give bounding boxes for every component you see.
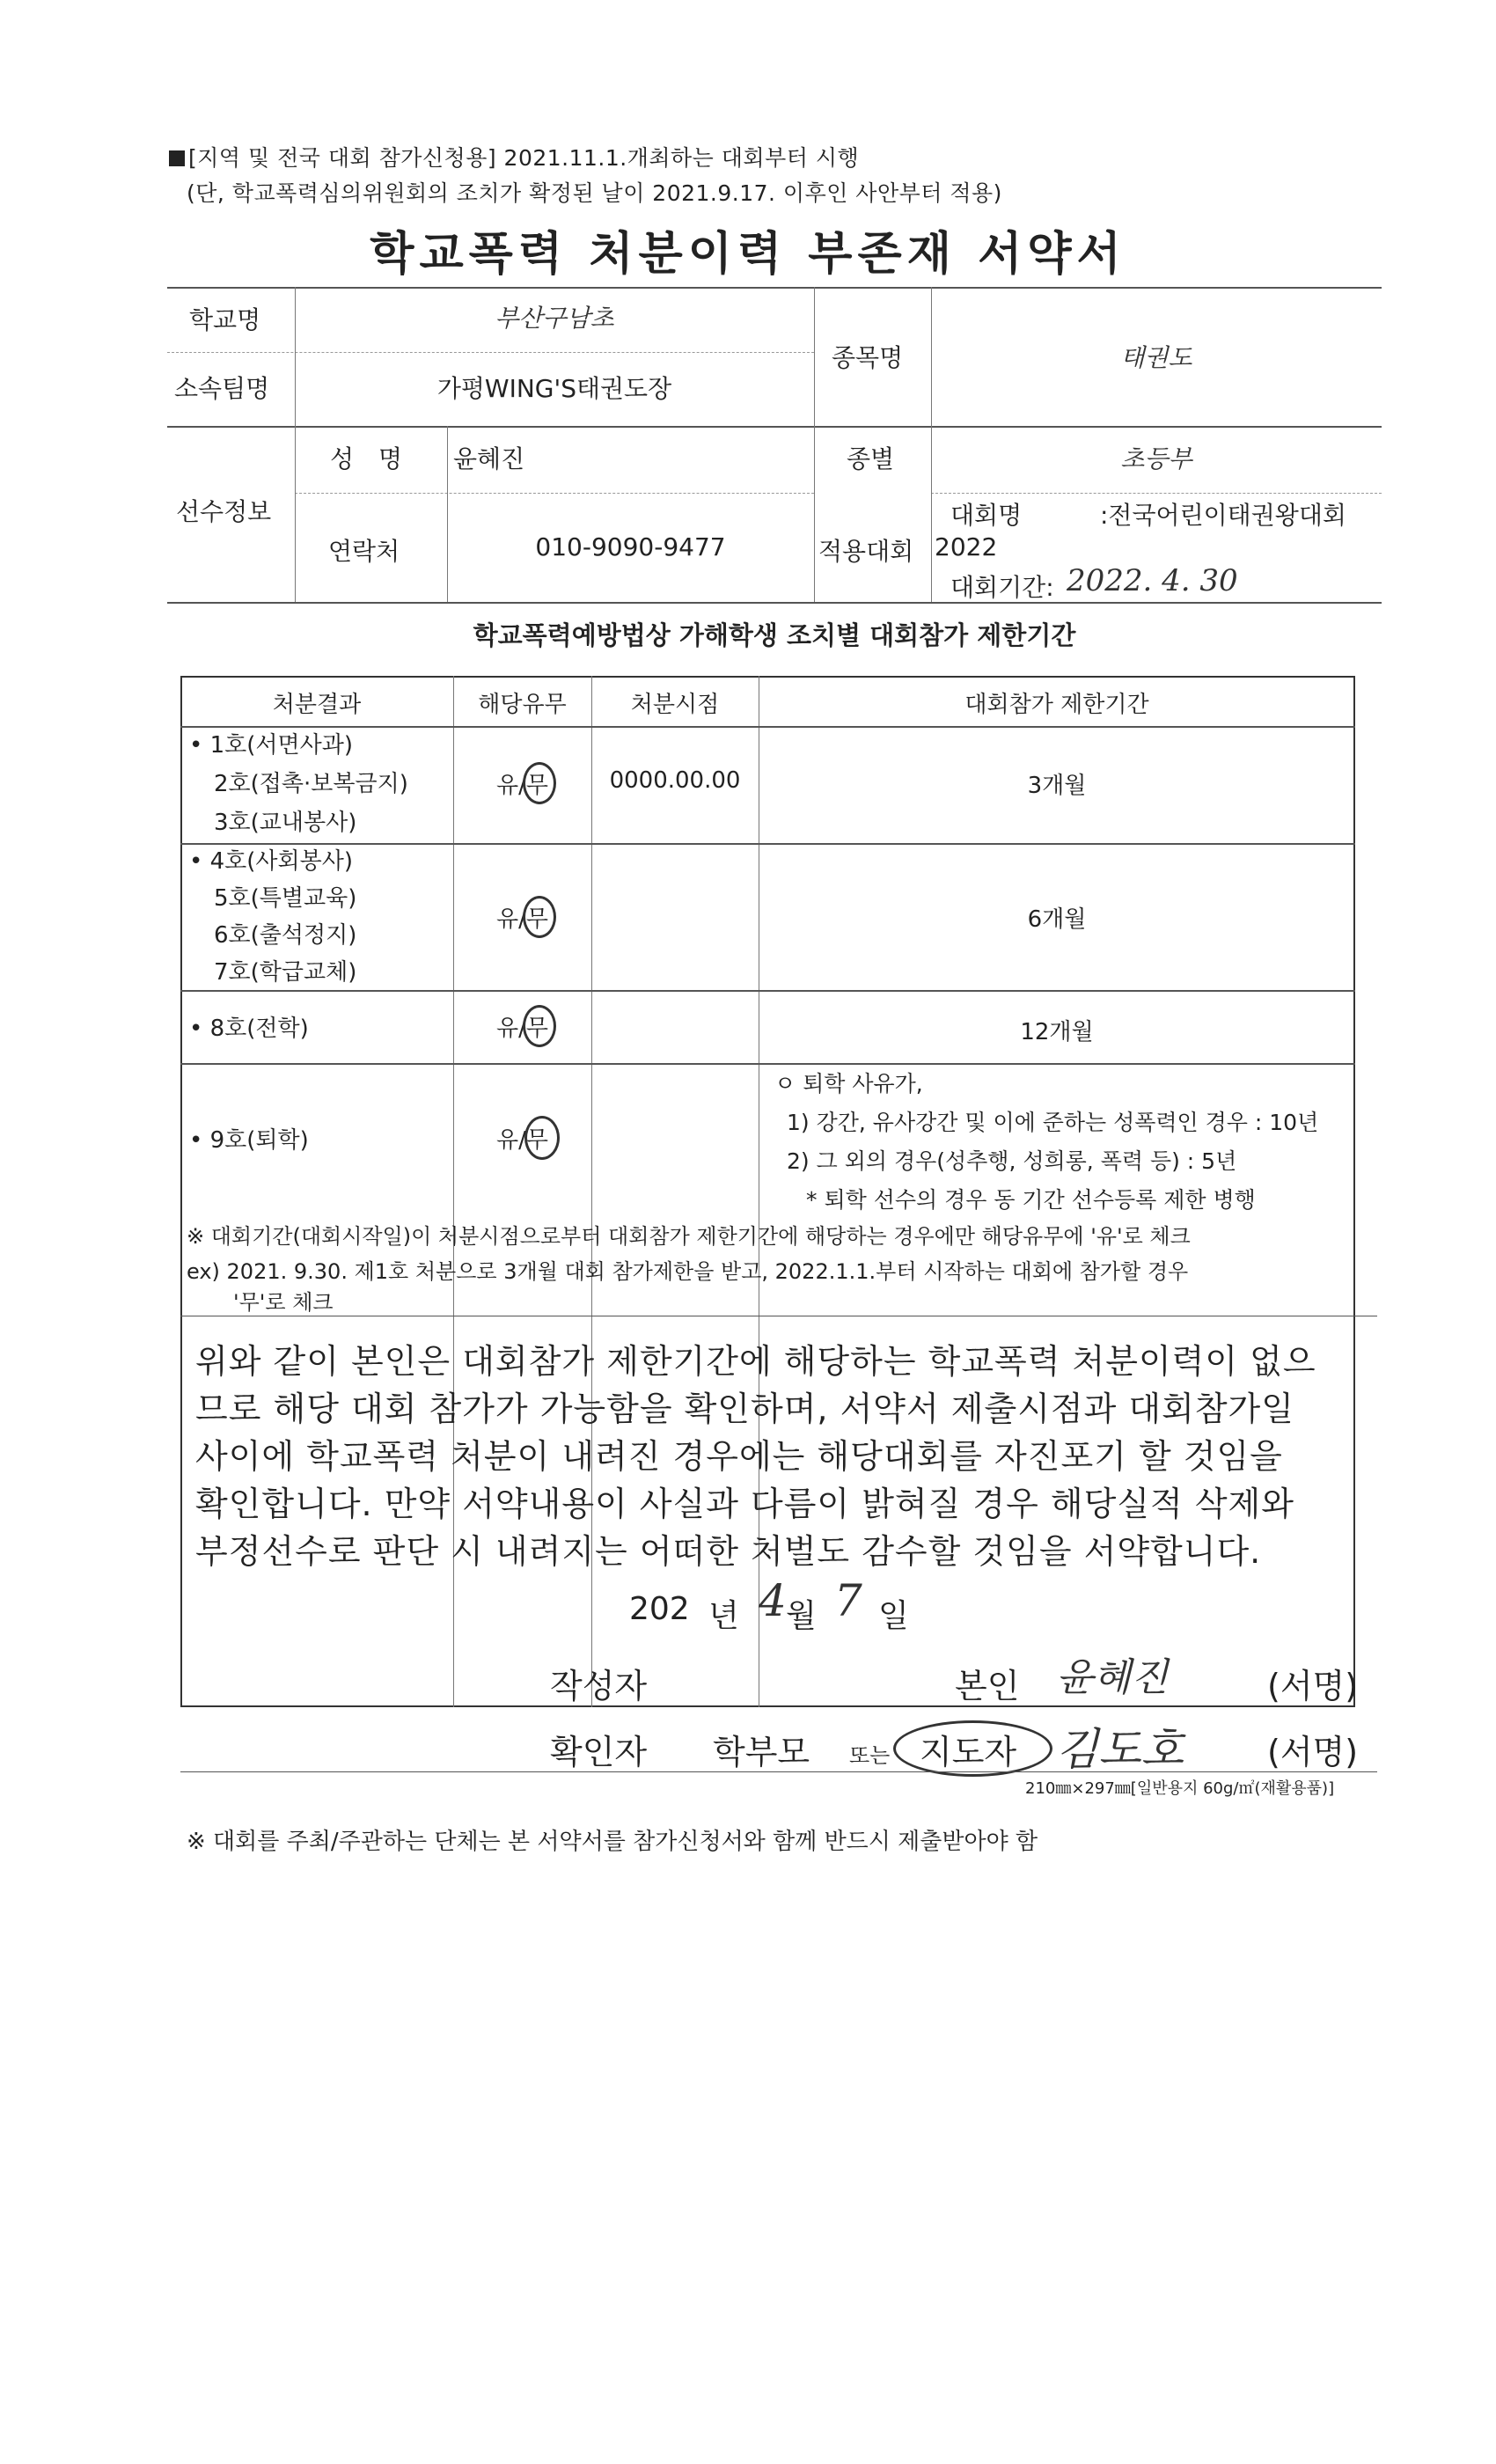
col-header-date: 처분시점 [630, 692, 720, 718]
writer-label: 작성자 [550, 1667, 648, 1705]
row-2-yn: 유/무 [496, 906, 548, 933]
comp-name-value: :전국어린이태권왕대회 [1100, 501, 1346, 530]
row-4-yn: 유/무 [496, 1127, 548, 1154]
date-il: 일 [878, 1598, 909, 1634]
self-signature: 윤혜진 [1056, 1655, 1169, 1700]
document-title: 학교폭력 처분이력 부존재 서약서 [370, 228, 1126, 281]
division-value: 초등부 [1120, 444, 1192, 473]
rule [167, 426, 1382, 428]
school-value: 부산구남초 [495, 304, 614, 333]
coach-signature: 김도호 [1056, 1724, 1184, 1775]
school-label: 학교명 [189, 305, 261, 334]
date-wol: 월 [786, 1598, 817, 1634]
table-row-3-items: • 8호(전학) [189, 1016, 309, 1042]
col-header-result: 처분결과 [272, 692, 362, 718]
parent-label: 학부모 [713, 1733, 810, 1771]
table-row-2-items: • 4호(사회봉사) 5호(특별교육) 6호(출석정지) 7호(학급교체) [189, 848, 357, 986]
date-year: 202 [629, 1591, 690, 1627]
date-month: 4 [759, 1575, 787, 1626]
notice-line-2: (단, 학교폭력심의위원회의 조치가 확정된 날이 2021.9.17. 이후인 사안부터 적용) [187, 180, 1002, 206]
coach-label: 지도자 [920, 1733, 1017, 1771]
square-bullet-icon [169, 150, 185, 166]
section-title: 학교폭력예방법상 가해학생 조치별 대회참가 제한기간 [473, 620, 1076, 650]
date-nyeon: 년 [708, 1598, 739, 1634]
notice-line-1: [지역 및 전국 대회 참가신청용] 2021.11.1.개최하는 대회부터 시행 [169, 141, 859, 172]
or-label: 또는 [849, 1743, 891, 1768]
row-1-date: 0000.00.00 [609, 767, 741, 794]
row-4-limit: ㅇ 퇴학 사유가, 1) 강간, 유사강간 및 이에 준하는 성폭력인 경우 : 10년 2) 그 외의 경우(성추행, 성희롱, 폭력 등) : 5년 * 퇴학 선수의 경우 동 기간 선수등록 제한 병행 [774, 1071, 1319, 1213]
rule [167, 287, 1382, 289]
table-row-4-items: • 9호(퇴학) [189, 1127, 309, 1154]
note-2: ex) 2021. 9.30. 제1호 처분으로 3개월 대회 참가제한을 받고, 2022.1.1.부터 시작하는 대회에 참가할 경우 [187, 1259, 1189, 1284]
row-1-limit: 3개월 [1027, 773, 1087, 799]
self-label: 본인 [955, 1667, 1020, 1705]
comp-year: 2022 [935, 532, 998, 561]
check-circle-mark [524, 1116, 560, 1160]
comp-period-label: 대회기간: [950, 573, 1054, 602]
comp-period-value: 2022. 4. 30 [1067, 563, 1238, 598]
col-header-limit: 대회참가 제한기간 [964, 692, 1149, 718]
name-label: 성 명 [330, 444, 403, 473]
check-circle-mark [523, 762, 556, 804]
row-1-yn: 유/무 [496, 773, 548, 799]
division-label: 종별 [847, 444, 895, 473]
note-3: '무'로 체크 [233, 1290, 334, 1315]
footer-note: ※ 대회를 주최/주관하는 단체는 본 서약서를 참가신청서와 함께 반드시 제출받아야 함 [187, 1829, 1038, 1855]
row-3-yn: 유/무 [496, 1016, 548, 1042]
event-label: 종목명 [832, 343, 904, 372]
name-value: 윤혜진 [453, 444, 525, 473]
team-label: 소속팀명 [174, 374, 270, 403]
col-header-applicable: 해당유무 [478, 692, 567, 718]
pledge-body: 위와 같이 본인은 대회참가 제한기간에 해당하는 학교폭력 처분이력이 없으 므로 해당 대회 참가가 가능함을 확인하며, 서약서 제출시점과 대회참가일 사이에 학교폭력 처분이 내려진 경우에는 해당대회를 자진포기 할 것임을 확인합니다. 만약 서약내용이 사실과 다름이 밝혀질 경우 해당실적 삭제와 부정선수로 판단 시 내려지는 어떠한 처벌도 감수할 것임을 서약합니다. [195, 1342, 1316, 1571]
applied-comp-label: 적용대회 [818, 537, 914, 566]
event-value: 태권도 [1120, 343, 1192, 372]
check-circle-mark [523, 1005, 556, 1047]
note-1: ※ 대회기간(대회시작일)이 처분시점으로부터 대회참가 제한기간에 해당하는 경우에만 해당유무에 '유'로 체크 [187, 1224, 1191, 1249]
contact-value: 010-9090-9477 [535, 532, 726, 561]
comp-name-label: 대회명 [950, 501, 1023, 530]
paper-spec: 210㎜×297㎜[일반용지 60g/㎡(재활용품)] [1025, 1779, 1335, 1798]
date-day: 7 [834, 1575, 862, 1626]
player-info-label: 선수정보 [176, 497, 272, 526]
table-row-1-items: • 1호(서면사과) 2호(접촉·보복금지) 3호(교내봉사) [189, 732, 408, 836]
checker-label: 확인자 [550, 1733, 648, 1771]
team-value: 가평WING'S태권도장 [436, 374, 672, 403]
rule [167, 602, 1382, 604]
coach-seal: (서명) [1267, 1733, 1359, 1771]
self-seal: (서명) [1267, 1667, 1359, 1705]
check-circle-mark [523, 896, 556, 938]
row-2-limit: 6개월 [1027, 906, 1087, 933]
contact-label: 연락처 [328, 537, 400, 566]
row-3-limit: 12개월 [1020, 1019, 1094, 1045]
